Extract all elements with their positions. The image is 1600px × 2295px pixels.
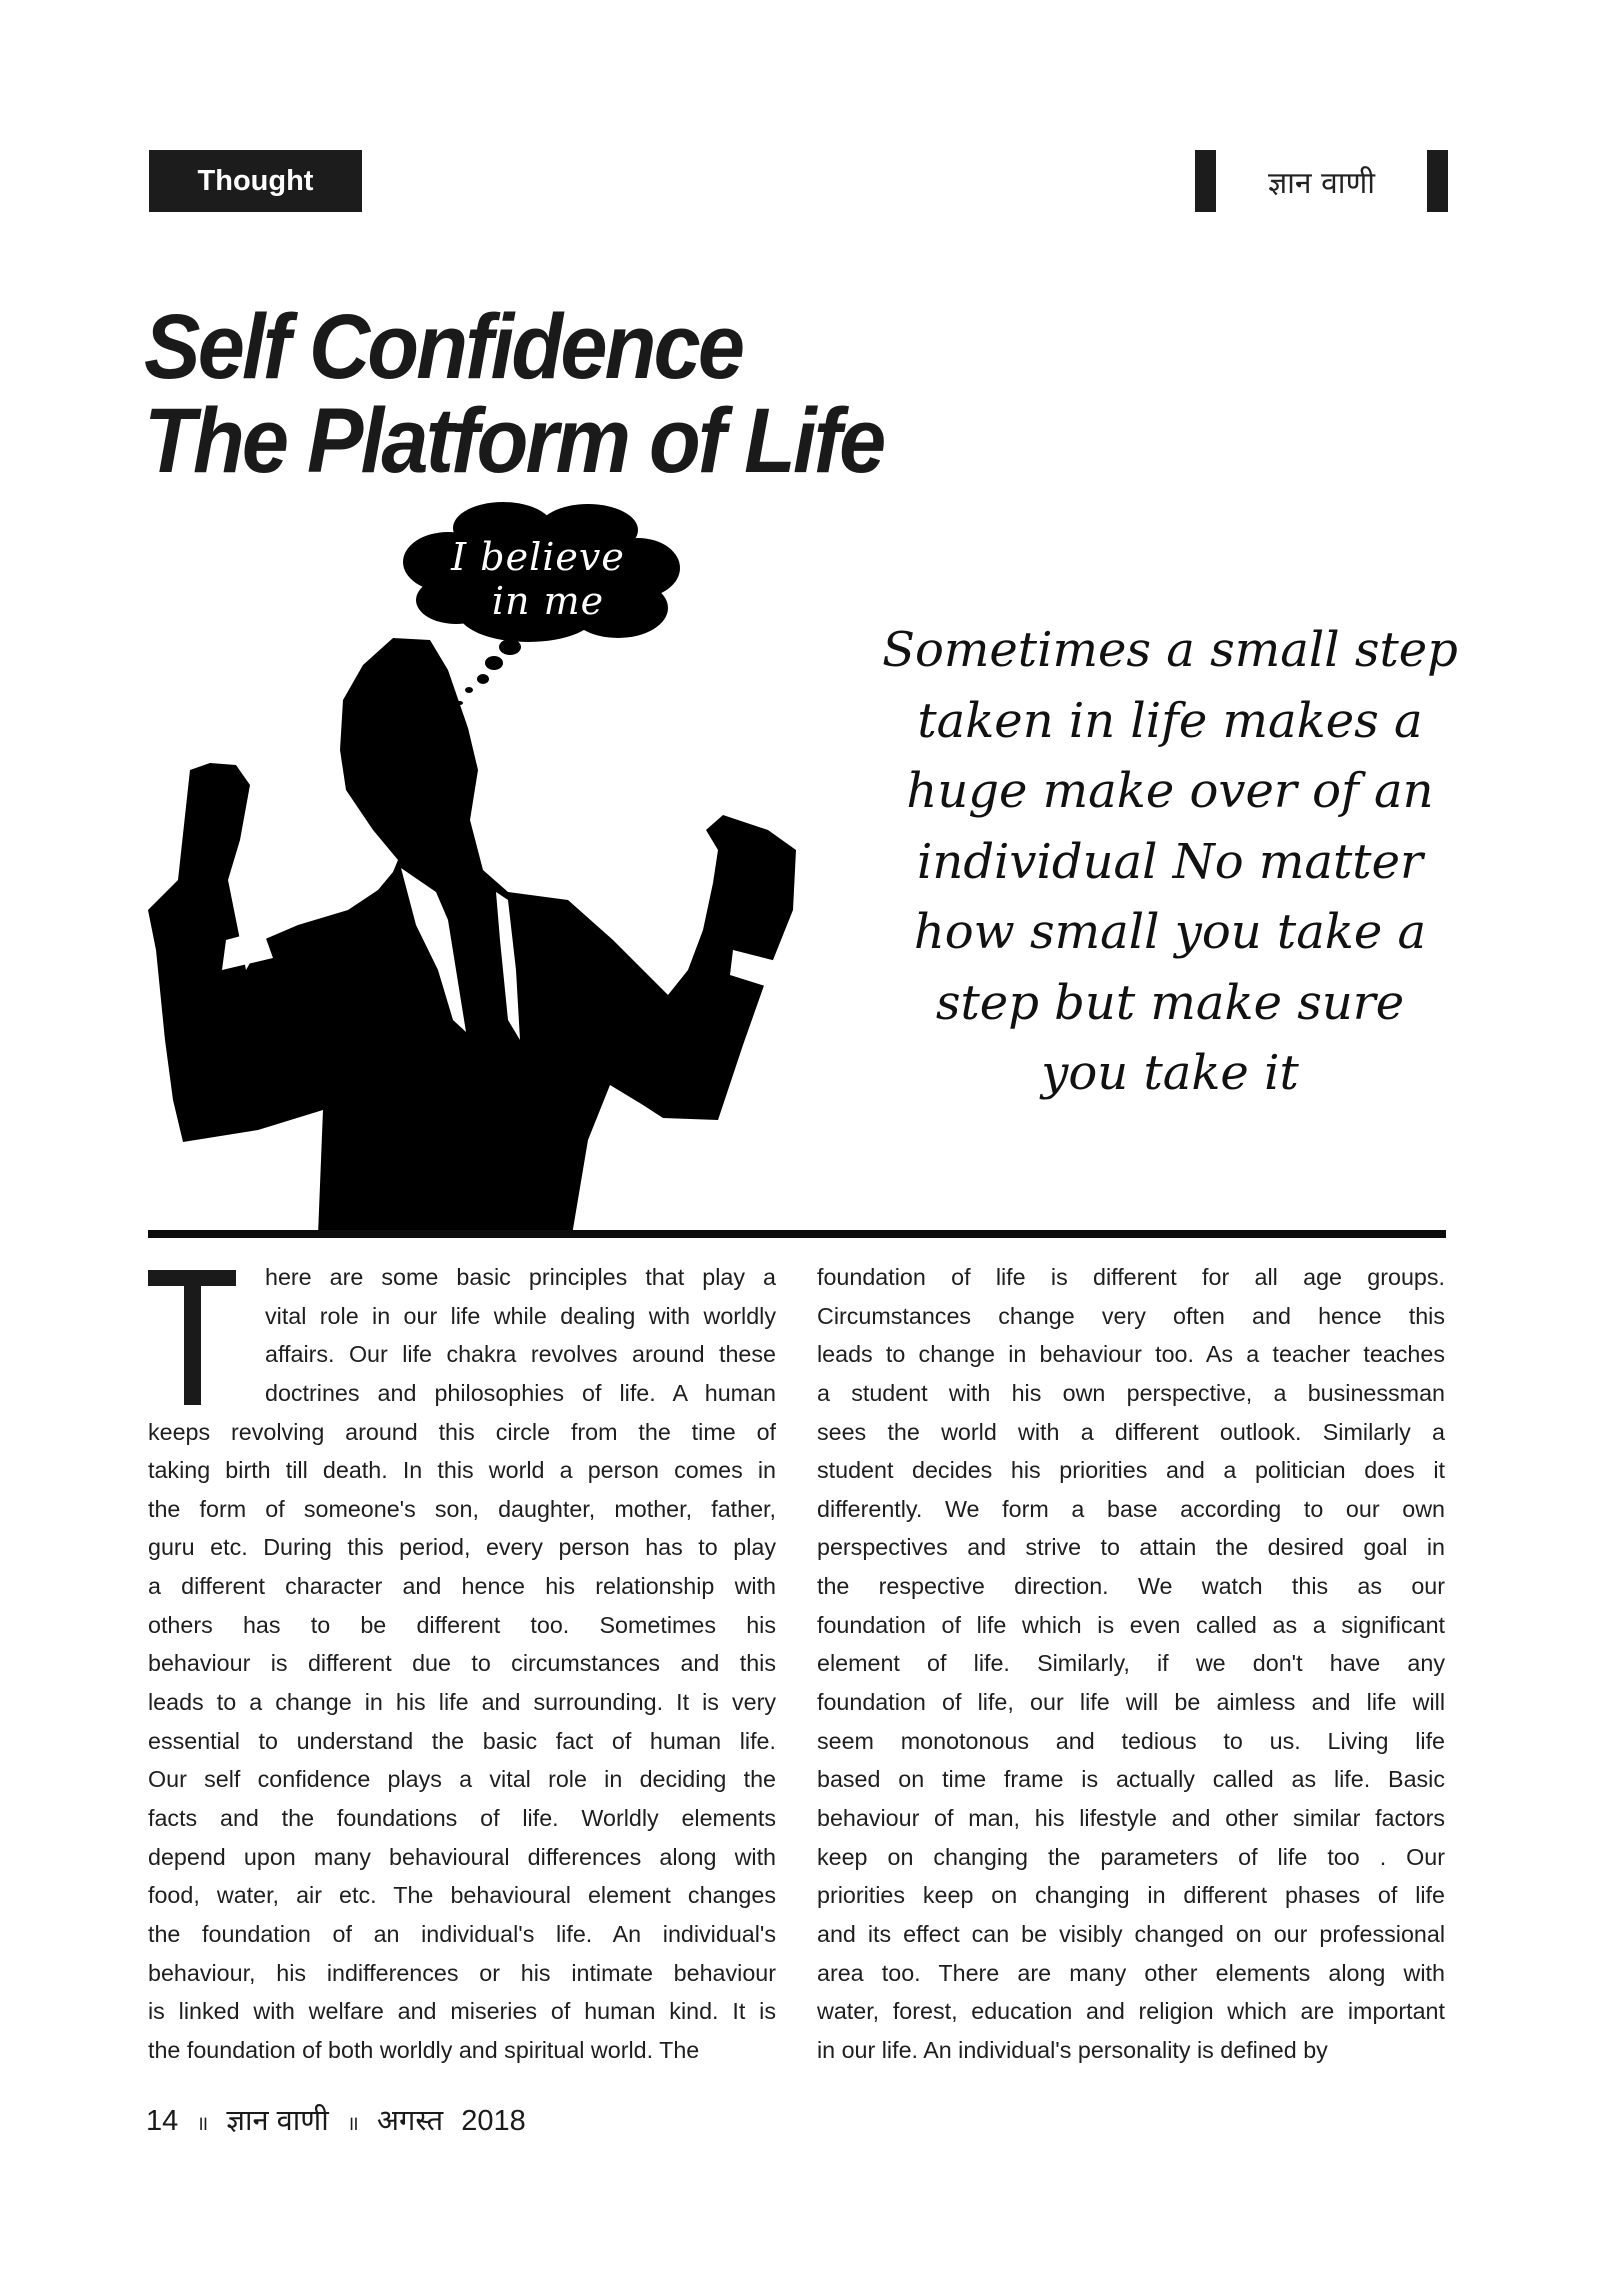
body-text-line: a different character and hence his relationship with (148, 1573, 776, 1600)
body-text-line: doctrines and philosophies of life. A human (265, 1379, 776, 1406)
masthead-title: ज्ञान वाणी (1267, 165, 1376, 201)
footer-separator: ॥ (346, 2113, 359, 2135)
body-text-line: student decides his priorities and a politician does it (817, 1457, 1445, 1484)
footer-magazine-name: ज्ञान वाणी (226, 2105, 329, 2137)
page-footer (146, 2100, 536, 2139)
body-text-line: foundation of life which is even called as a significant (817, 1611, 1445, 1638)
pull-quote (880, 615, 1460, 1109)
masthead-bar-left (1195, 150, 1216, 212)
body-text-line: guru etc. During this period, every person has to play (148, 1534, 776, 1561)
body-text-line: and its effect can be visibly changed on our professional (817, 1920, 1445, 1947)
body-text-line: the respective direction. We watch this as our (817, 1573, 1445, 1600)
body-text-line: keep on changing the parameters of life too . Our (817, 1843, 1445, 1870)
section-tag-label: Thought (197, 164, 314, 197)
body-text-line: affairs. Our life chakra revolves around these (265, 1341, 776, 1368)
body-text-line: vital role in our life while dealing with worldly (265, 1302, 776, 1329)
body-text-line: here are some basic principles that play a (265, 1264, 776, 1290)
article-column-left (148, 1258, 776, 2069)
body-text-line: leads to change in behaviour too. As a teacher teaches (817, 1341, 1445, 1368)
page-number: 14 (146, 2105, 179, 2137)
article-column-right (817, 1258, 1445, 2069)
body-text-line: based on time frame is actually called as life. Basic (817, 1766, 1445, 1793)
body-text-line: the foundation of both worldly and spiritual world. The (148, 2036, 700, 2063)
thought-bubble-text (418, 535, 658, 623)
body-text-line: behaviour, his indifferences or his intimate behaviour (148, 1959, 776, 1986)
body-text-line: facts and the foundations of life. Worldly elements (148, 1804, 776, 1831)
footer-separator: ॥ (196, 2113, 209, 2135)
pull-quote-line: taken in life makes a (917, 692, 1423, 749)
section-tag (149, 150, 362, 212)
title-line-1: Self Confidence (144, 296, 743, 398)
body-text-line: behaviour is different due to circumstances and this (148, 1650, 776, 1677)
body-text-line: behaviour of man, his lifestyle and other similar factors (817, 1804, 1445, 1831)
body-text-line: food, water, air etc. The behavioural element changes (148, 1882, 776, 1909)
man-silhouette (148, 638, 796, 1235)
body-text-line: foundation of life is different for all age groups. (817, 1264, 1445, 1290)
body-text-line: others has to be different too. Sometimes his (148, 1611, 776, 1638)
pull-quote-line: you take it (1041, 1045, 1299, 1101)
magazine-masthead (1195, 150, 1448, 212)
footer-year: 2018 (461, 2105, 526, 2137)
pull-quote-line: individual No matter (917, 833, 1423, 890)
body-text-line: priorities keep on changing in different phases of life (817, 1882, 1445, 1909)
body-text-line: depend upon many behavioural differences along with (148, 1843, 776, 1870)
pull-quote-line: Sometimes a small step (882, 622, 1458, 678)
title-line-2: The Platform of Life (144, 390, 884, 492)
body-text-line: Circumstances change very often and hence this (817, 1302, 1445, 1329)
thought-line-2: in me (491, 579, 605, 623)
pull-quote-line: step but make sure (935, 974, 1405, 1031)
body-text-line: Our self confidence plays a vital role in deciding the (148, 1766, 776, 1793)
body-text-line: is linked with welfare and miseries of human kind. It is (148, 1998, 776, 2025)
body-text-line: perspectives and strive to attain the desired goal in (817, 1534, 1445, 1561)
body-text-line: foundation of life, our life will be aimless and life will (817, 1689, 1445, 1716)
section-divider (148, 1230, 1446, 1238)
body-text-line: the foundation of an individual's life. An individual's (148, 1920, 776, 1947)
body-text-line: the form of someone's son, daughter, mother, father, (148, 1495, 776, 1522)
body-text-line: water, forest, education and religion which are important (817, 1998, 1445, 2025)
body-text-line: element of life. Similarly, if we don't have any (817, 1650, 1445, 1677)
body-text-line: keeps revolving around this circle from the time of (148, 1418, 776, 1445)
pull-quote-line: how small you take a (913, 904, 1427, 960)
body-text-line: a student with his own perspective, a businessman (817, 1379, 1445, 1406)
body-text-line: sees the world with a different outlook. Similarly a (817, 1418, 1445, 1445)
thought-line-1: I believe (451, 535, 625, 579)
body-text-line: seem monotonous and tedious to us. Living life (817, 1727, 1445, 1754)
body-text-line: taking birth till death. In this world a person comes in (148, 1457, 776, 1484)
body-text-line: differently. We form a base according to our own (817, 1495, 1445, 1522)
body-text-line: in our life. An individual's personality is defined by (817, 2036, 1328, 2063)
body-text-line: essential to understand the basic fact of human life. (148, 1727, 776, 1754)
article-title (144, 296, 884, 492)
body-text-line: leads to a change in his life and surrounding. It is very (148, 1689, 776, 1716)
footer-month: अगस्त (376, 2105, 444, 2137)
pull-quote-line: huge make over of an (906, 763, 1434, 819)
body-text-line: area too. There are many other elements along with (817, 1959, 1445, 1986)
masthead-bar-right (1427, 150, 1448, 212)
